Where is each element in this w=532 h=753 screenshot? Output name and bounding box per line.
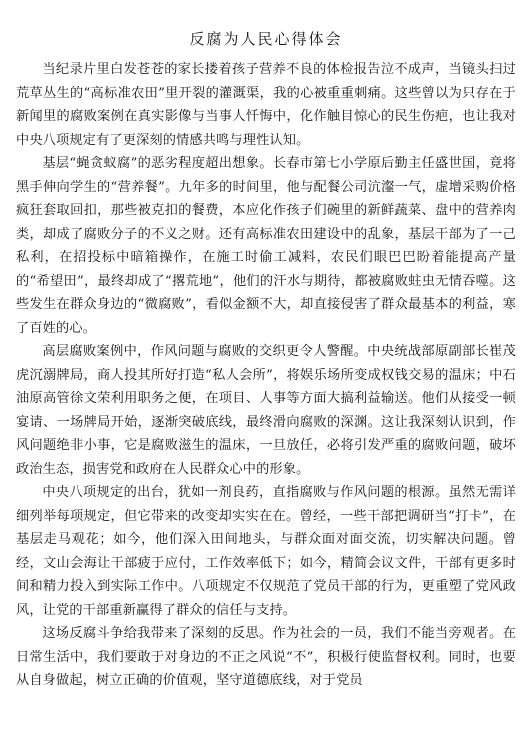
paragraph: 基层“蝇贪蚁腐”的恶劣程度超出想象。长春市第七小学原后勤主任盛世国，竟将黑手伸向学生的“营养餐”。九年多的时间里，他与配餐公司沆瀣一气，虚增采购价格疯狂套取回扣，那些被克扣的餐费，本应化作孩子们碗里的新鲜蔬菜、盘中的营养肉类，却成了腐败分子的不义之财。还有高标准农田建设中的乱象，基层干部为了一己私利，在招投标中暗箱操作，在施工时偷工减料，农民们眼巴巴盼着能提高产量的“希望田”，最终却成了“撂荒地”，他们的汗水与期待，都被腐败蛀虫无情吞噬。这些发生在群众身边的“微腐败”，看似金额不大，却直接侵害了群众最基本的利益，寒了百姓的心。 (16, 156, 516, 336)
document-title: 反腐为人民心得体会 (189, 30, 343, 48)
paragraph: 高层腐败案例中，作风问题与腐败的交织更令人警醒。中央统战部原副部长崔茂虎沉溺牌局，商人投其所好打造“私人会所”，将娱乐场所变成权钱交易的温床；中石油原高管徐文荣利用职务之便，在项目、人事等方面大搞利益输送。他们从接受一顿宴请、一场牌局开始，逐渐突破底线，最终滑向腐败的深渊。这让我深刻认识到，作风问题绝非小事，它是腐败滋生的温床，一旦放任，必将引发严重的腐败问题，破坏政治生态，损害党和政府在人民群众心中的形象。 (16, 344, 516, 477)
paragraph: 当纪录片里白发苍苍的家长搂着孩子营养不良的体检报告泣不成声，当镜头扫过荒草丛生的“高标准农田”里开裂的灌溉渠，我的心被重重刺痛。这些曾以为只存在于新闻里的腐败案例在真实影像与当事人忏悔中，化作触目惊心的民生伤疤，也让我对中央八项规定有了更深刻的情感共鸣与理性认知。 (16, 62, 516, 148)
paragraph: 中央八项规定的出台，犹如一剂良药，直指腐败与作风问题的根源。虽然无需详细列举每项规定，但它带来的改变却实实在在。曾经，一些干部把调研当“打卡”，在基层走马观花；如今，他们深入田间地头，与群众面对面交流，切实解决问题。曾经，文山会海让干部疲于应付，工作效率低下；如今，精简会议文件，干部有更多时间和精力投入到实际工作中。八项规定不仅规范了党员干部的行为，更重塑了党风政风，让党的干部重新赢得了群众的信任与支持。 (16, 485, 516, 618)
paragraph: 这场反腐斗争给我带来了深刻的反思。作为社会的一员，我们不能当旁观者。在日常生活中，我们要敢于对身边的不正之风说“不”，积极行使监督权利。同时，也要从自身做起，树立正确的价值观，坚守道德底线，对于党员 (16, 626, 516, 688)
